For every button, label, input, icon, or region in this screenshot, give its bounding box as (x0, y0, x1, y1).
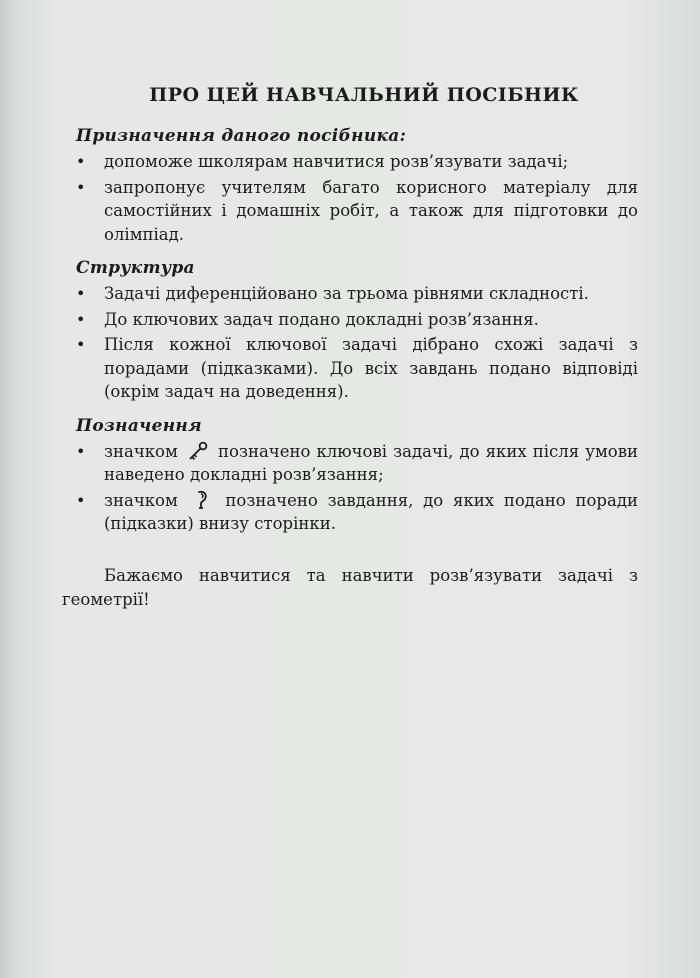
bullet: • (76, 441, 86, 461)
bullet: • (76, 335, 86, 354)
list-item-text-before: значком (104, 490, 178, 510)
list-item-text: Після кожної ключової задачі дібрано схожі задачі з порадами (підказками). До всіх завдань подано відповіді (окрім задач на доведення). (104, 335, 638, 401)
notation-list (62, 440, 638, 536)
section-heading-purpose: Призначення даного посібника: (76, 126, 407, 146)
list-item (62, 308, 638, 332)
bullet: • (76, 177, 86, 197)
list-item (62, 282, 638, 306)
section-heading-notation: Позначення (76, 415, 202, 436)
page-content (62, 84, 638, 628)
purpose-list (62, 150, 638, 246)
section-heading-structure: Структура (76, 258, 195, 278)
list-item-text-after: позначено ключові задачі, до яких після умови наведено докладні розв’язання; (104, 441, 639, 484)
list-item-text: До ключових задач подано докладні розв’язання. (104, 309, 539, 329)
structure-list (62, 282, 638, 404)
list-item (62, 333, 638, 404)
bullet: • (76, 284, 86, 303)
list-item (62, 150, 638, 174)
page-title: ПРО ЦЕЙ НАВЧАЛЬНИЙ ПОСІБНИК (149, 84, 579, 106)
bullet: • (76, 309, 86, 329)
hint-icon (191, 490, 213, 510)
list-item-text-before: значком (104, 441, 178, 461)
bullet: • (76, 490, 86, 510)
closing-paragraph: Бажаємо навчитися та навчити розв’язувати задачі з геометрії! (62, 565, 638, 609)
list-item (62, 440, 638, 487)
list-item-text: допоможе школярам навчитися розв’язувати задачі; (104, 152, 569, 171)
list-item (62, 176, 638, 247)
list-item-text: Задачі диференційовано за трьома рівнями складності. (104, 284, 589, 303)
list-item-text-after: позначено завдання, до яких подано поради (підказки) внизу сторінки. (104, 490, 638, 533)
key-icon (187, 441, 209, 461)
list-item (62, 489, 638, 536)
bullet: • (76, 152, 86, 171)
list-item-text: запропонує учителям багато корисного матеріалу для самостійних і домашніх робіт, а також для підготовки до олімпіад. (104, 177, 638, 244)
